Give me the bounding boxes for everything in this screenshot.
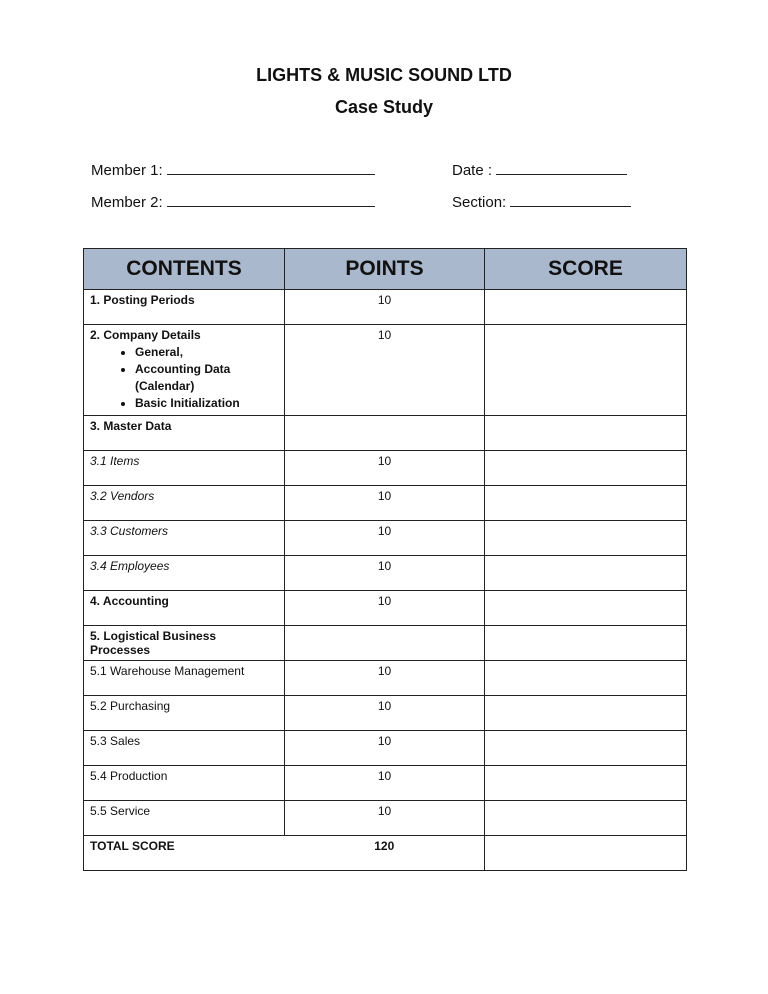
score-cell[interactable] [485, 661, 687, 696]
score-header: SCORE [485, 249, 687, 290]
score-cell[interactable] [485, 416, 687, 451]
score-cell[interactable] [485, 521, 687, 556]
score-cell[interactable] [485, 325, 687, 416]
row-points [285, 416, 485, 451]
section-blank[interactable] [510, 192, 631, 207]
row-points: 10 [285, 661, 485, 696]
points-header: POINTS [285, 249, 485, 290]
total-score-cell[interactable] [485, 836, 687, 871]
row-label-cell [84, 325, 285, 416]
table-row [84, 801, 687, 836]
row-points [285, 626, 485, 661]
row-label: 3. Master Data [84, 416, 285, 451]
table-row [84, 556, 687, 591]
member1-label: Member 1: [91, 162, 163, 179]
member2-label: Member 2: [91, 194, 163, 211]
row-points: 10 [285, 766, 485, 801]
table-row [84, 486, 687, 521]
contents-header: CONTENTS [84, 249, 285, 290]
row-label: 4. Accounting [84, 591, 285, 626]
row-points: 10 [285, 290, 485, 325]
company-details-list [90, 344, 278, 412]
table-row [84, 696, 687, 731]
row-label: 3.2 Vendors [84, 486, 285, 521]
table-row [84, 451, 687, 486]
score-cell[interactable] [485, 626, 687, 661]
row-label: 3.1 Items [84, 451, 285, 486]
score-cell[interactable] [485, 556, 687, 591]
section-label: Section: [452, 194, 507, 211]
date-label: Date : [452, 162, 493, 179]
score-cell[interactable] [485, 766, 687, 801]
table-header-row [84, 249, 687, 290]
list-item: • Basic Initialization [135, 395, 278, 412]
company-title: LIGHTS & MUSIC SOUND LTD [256, 65, 512, 85]
date-field[interactable] [452, 160, 627, 179]
row-label: 3.4 Employees [84, 556, 285, 591]
member2-field[interactable] [91, 192, 375, 211]
list-item: • Accounting Data (Calendar) [135, 361, 278, 395]
table-row [84, 591, 687, 626]
row-label: 5.1 Warehouse Management [84, 661, 285, 696]
score-cell[interactable] [485, 731, 687, 766]
member1-blank[interactable] [167, 160, 375, 175]
score-cell[interactable] [485, 451, 687, 486]
total-points: 120 [285, 836, 485, 871]
row-points: 10 [285, 801, 485, 836]
row-points: 10 [285, 696, 485, 731]
row-points: 10 [285, 521, 485, 556]
row-label: 5. Logistical Business Processes [84, 626, 285, 661]
row-points: 10 [285, 731, 485, 766]
document-subtitle: Case Study [334, 97, 434, 117]
row-label: 5.4 Production [84, 766, 285, 801]
date-blank[interactable] [496, 160, 627, 175]
row-points: 10 [285, 556, 485, 591]
score-cell[interactable] [485, 591, 687, 626]
row-points: 10 [285, 325, 485, 416]
row-points: 10 [285, 591, 485, 626]
table-row [84, 416, 687, 451]
score-cell[interactable] [485, 801, 687, 836]
table-row [84, 290, 687, 325]
row-label: 2. Company Details [90, 328, 201, 342]
list-item: • General, [135, 344, 278, 361]
score-cell[interactable] [485, 696, 687, 731]
table-row [84, 325, 687, 416]
row-label: 5.5 Service [84, 801, 285, 836]
score-cell[interactable] [485, 290, 687, 325]
table-row [84, 521, 687, 556]
table-row [84, 731, 687, 766]
total-label: TOTAL SCORE [84, 836, 285, 871]
section-field[interactable] [452, 192, 631, 211]
row-points: 10 [285, 451, 485, 486]
table-row [84, 766, 687, 801]
score-cell[interactable] [485, 486, 687, 521]
table-row [84, 661, 687, 696]
row-label: 5.2 Purchasing [84, 696, 285, 731]
member1-field[interactable] [91, 160, 375, 179]
total-row [84, 836, 687, 871]
row-label: 1. Posting Periods [84, 290, 285, 325]
row-points: 10 [285, 486, 485, 521]
row-label: 5.3 Sales [84, 731, 285, 766]
member2-blank[interactable] [167, 192, 375, 207]
table-row [84, 626, 687, 661]
score-table [83, 248, 687, 871]
row-label: 3.3 Customers [84, 521, 285, 556]
